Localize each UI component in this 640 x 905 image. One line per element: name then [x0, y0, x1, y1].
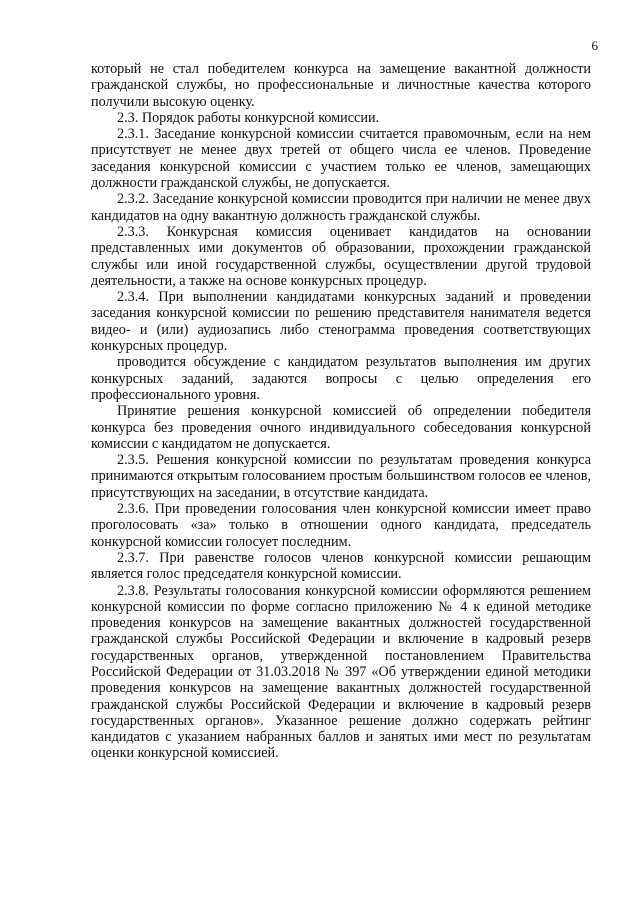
paragraph-continuation: который не стал победителем конкурса на замещение вакантной должности гражданской службы, но профессиональные и личностные качества которого получили высокую оценку. [91, 61, 591, 110]
paragraph-decision: Принятие решения конкурсной комиссией об определении победителя конкурса без проведения очного индивидуального собеседования конкурсной комиссии с кандидатом не допускается. [91, 403, 591, 452]
paragraph-2-3-1: 2.3.1. Заседание конкурсной комиссии считается правомочным, если на нем присутствует не менее двух третей от общего числа ее членов. Проведение заседания конкурсной комиссии с участием только ее членов, замещающих должности гражданской службы, не допускается. [91, 126, 591, 192]
paragraph-2-3-7: 2.3.7. При равенстве голосов членов конкурсной комиссии решающим является голос председателя конкурсной комиссии. [91, 549, 591, 583]
paragraph-2-3-6: 2.3.6. При проведении голосования член конкурсной комиссии имеет право проголосовать «за» только в отношении одного кандидата, председатель конкурсной комиссии голосует последним. [91, 501, 591, 550]
paragraph-2-3-4: 2.3.4. При выполнении кандидатами конкурсных заданий и проведении заседания конкурсной комиссии по решению представителя нанимателя ведется видео- и (или) аудиозапись либо стенограмма проведения соответствующих конкурсных процедур. [91, 289, 591, 355]
paragraph-2-3-5: 2.3.5. Решения конкурсной комиссии по результатам проведения конкурса принимаются открытым голосованием простым большинством голосов ее членов, присутствующих на заседании, в отсутствие кандидата. [91, 452, 591, 501]
paragraph-2-3-3: 2.3.3. Конкурсная комиссия оценивает кандидатов на основании представленных ими документов об образовании, прохождении гражданской службы или иной государственной службы, осуществлении другой трудовой деятельности, а также на основе конкурсных процедур. [91, 223, 591, 289]
page-number: 6 [591, 38, 598, 53]
document-body [91, 61, 591, 762]
paragraph-2-3-2: 2.3.2. Заседание конкурсной комиссии проводится при наличии не менее двух кандидатов на одну вакантную должность гражданской службы. [91, 191, 591, 224]
paragraph-discussion: проводится обсуждение с кандидатом результатов выполнения им других конкурсных заданий, задаются вопросы с целью определения его профессионального уровня. [91, 354, 591, 403]
paragraph-2-3-8: 2.3.8. Результаты голосования конкурсной комиссии оформляются решением конкурсной комиссии по форме согласно приложению № 4 к единой методике проведения конкурсов на замещение вакантных должностей государственной гражданской службы Российской Федерации и включение в кадровый резерв государственных органов, утвержденной постановлением Правительства Российской Федерации от 31.03.2018 № 397 «Об утверждении единой методики проведения конкурсов на замещение вакантных должностей государственной гражданской службы Российской Федерации и включение в кадровый резерв государственных органов». Указанное решение должно содержать рейтинг кандидатов с указанием набранных баллов и занятых ими мест по результатам оценки конкурсной комиссией. [91, 582, 591, 762]
section-heading-2-3: 2.3. Порядок работы конкурсной комиссии. [117, 109, 380, 126]
